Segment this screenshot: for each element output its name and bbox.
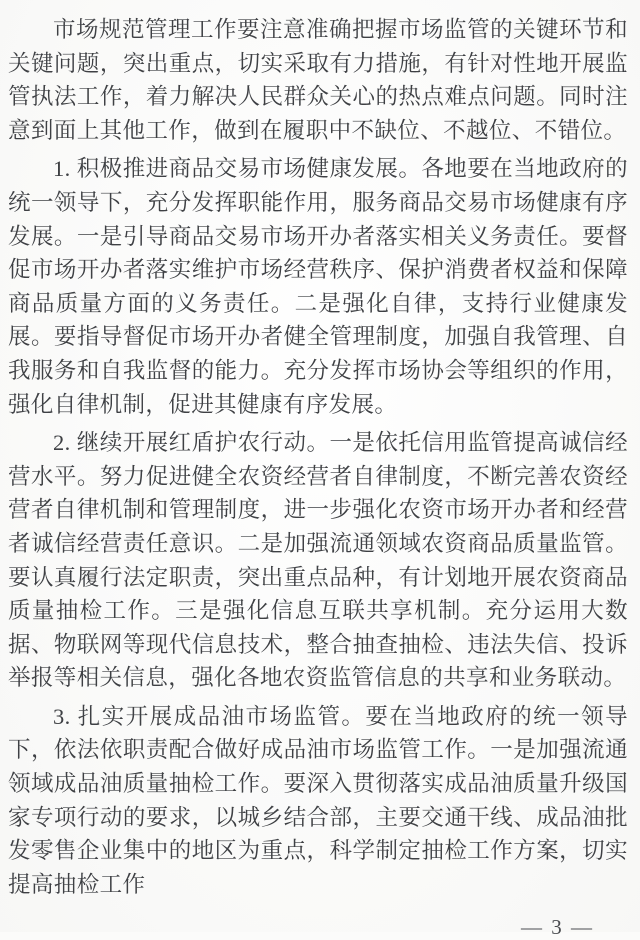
page-number: — 3 — bbox=[521, 915, 594, 940]
paragraph-intro: 市场规范管理工作要注意准确把握市场监管的关键环节和关键问题，突出重点，切实采取有力措施，有针对性地开展监管执法工作，着力解决人民群众关心的热点难点问题。同时注意到面上其他工作，做到在履职中不缺位、不越位、不错位。 bbox=[8, 17, 628, 143]
paragraph-item-2: 2. 继续开展红盾护农行动。一是依托信用监管提高诚信经营水平。努力促进健全农资经营者自律制度，不断完善农资经营者自律机制和管理制度，进一步强化农资市场开办者和经营者诚信经营责任意识。二是加强流通领域农资商品质量监管。要认真履行法定职责，突出重点品种，有计划地开展农资商品质量抽检工作。三是强化信息互联共享机制。充分运用大数据、物联网等现代信息技术，整合抽查抽检、违法失信、投诉举报等相关信息，强化各地农资监管信息的共享和业务联动。 bbox=[8, 430, 628, 691]
page-footer bbox=[8, 915, 628, 940]
paragraph-item-3: 3. 扎实开展成品油市场监管。要在当地政府的统一领导下，依法依职责配合做好成品油市场监管工作。一是加强流通领域成品油质量抽检工作。要深入贯彻落实成品油质量升级国家专项行动的要求，以城乡结合部，主要交通干线、成品油批发零售企业集中的地区为重点，科学制定抽检工作方案，切实提高抽检工作 bbox=[8, 703, 628, 897]
paragraph-item-1: 1. 积极推进商品交易市场健康发展。各地要在当地政府的统一领导下，充分发挥职能作用，服务商品交易市场健康有序发展。一是引导商品交易市场开办者落实相关义务责任。要督促市场开办者落实维护市场经营秩序、保护消费者权益和保障商品质量方面的义务责任。二是强化自律，支持行业健康发展。要指导督促市场开办者健全管理制度，加强自我管理、自我服务和自我监督的能力。充分发挥市场协会等组织的作用，强化自律机制，促进其健康有序发展。 bbox=[8, 156, 628, 417]
